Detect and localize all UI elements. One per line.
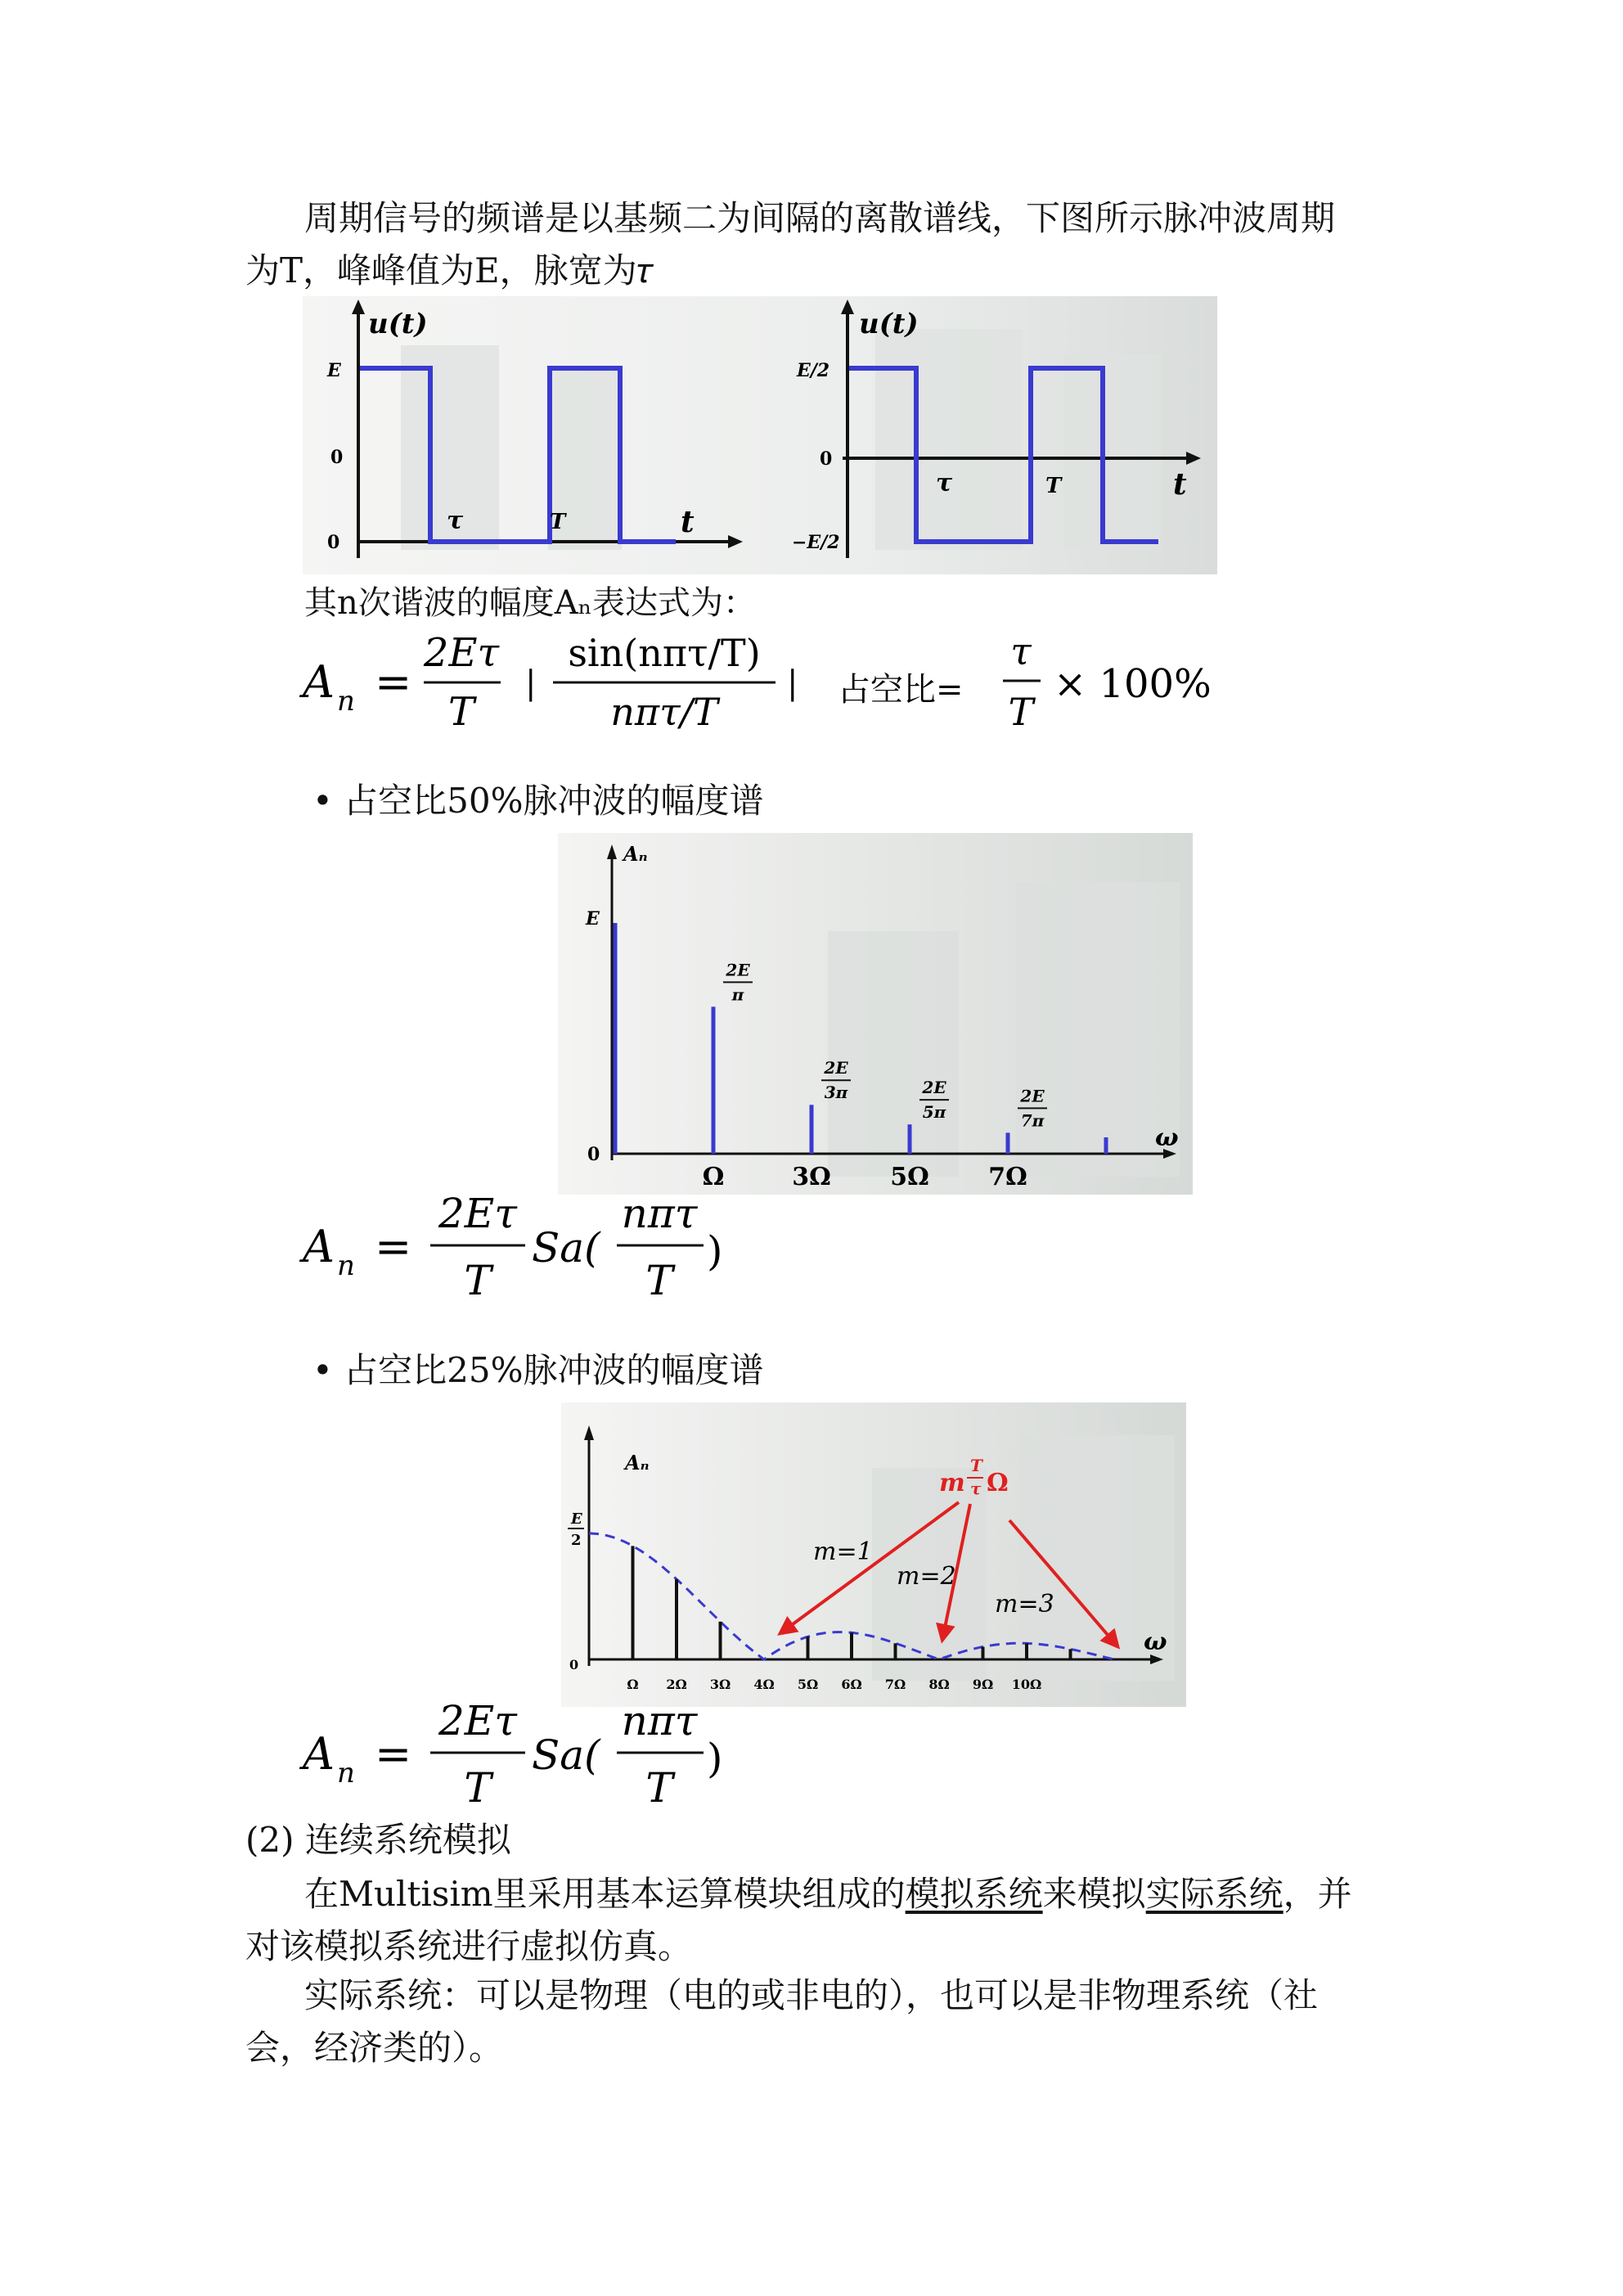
f3-den2: T xyxy=(645,1764,673,1812)
bullet-50-percent xyxy=(312,777,763,825)
formula-sa-2 xyxy=(299,1690,758,1818)
f1-num1: 2Eτ xyxy=(423,630,500,676)
f2-eq: = xyxy=(375,1221,412,1272)
annot-frac-den: τ xyxy=(970,1479,982,1498)
right-x-t: t xyxy=(1173,467,1187,502)
y-tick-0: 0 xyxy=(569,1657,579,1672)
left-y-E: E xyxy=(327,360,341,381)
f2-close: ) xyxy=(707,1227,723,1275)
f1-den1: T xyxy=(447,689,475,735)
duty-label: 占空比= xyxy=(838,671,964,709)
annot-m: m xyxy=(939,1469,965,1497)
p1-underline-actual-system: 实际系统 xyxy=(1145,1874,1284,1914)
data-label-den: 3π xyxy=(824,1083,848,1103)
p1-text-a: 在Multisim里采用基本运算模块组成的 xyxy=(304,1874,906,1914)
f1-den2: nπτ/T xyxy=(610,690,718,734)
f3-sa: Sa( xyxy=(532,1731,600,1779)
spectrum-25-chart xyxy=(561,1402,1186,1707)
x-tick-2Ω: 2Ω xyxy=(666,1677,687,1692)
left-y-0a: 0 xyxy=(330,447,344,468)
data-label-den: 7π xyxy=(1020,1110,1045,1131)
f2-den2: T xyxy=(645,1257,673,1304)
annot-frac-num: T xyxy=(970,1456,982,1475)
left-x-t: t xyxy=(681,505,695,539)
left-y-0b: 0 xyxy=(327,532,340,553)
p1-underline-simulated-system: 模拟系统 xyxy=(905,1874,1043,1914)
data-label-num: 2E xyxy=(1020,1086,1045,1106)
p1-text-b: 来模拟 xyxy=(1042,1874,1146,1914)
f3-eq: = xyxy=(375,1728,412,1780)
f2-sa: Sa( xyxy=(532,1224,600,1272)
data-label-num: 2E xyxy=(726,960,750,980)
right-ylabel: u(t) xyxy=(859,308,919,340)
data-label-num: 2E xyxy=(922,1078,946,1098)
section-heading: (2) 连续系统模拟 xyxy=(245,1820,511,1860)
right-y-0: 0 xyxy=(820,448,833,470)
data-label-num: 2E xyxy=(824,1058,848,1078)
pulse-waveform-figure xyxy=(303,296,1217,574)
section-p1-line1 xyxy=(304,1871,1352,1918)
y-tick-E: E xyxy=(586,908,600,930)
bullet-50-label: 占空比50%脉冲波的幅度谱 xyxy=(344,781,764,821)
left-x-T: T xyxy=(550,510,566,534)
section-p2-line1: 实际系统：可以是物理（电的或非电的），也可以是非物理系统（社 xyxy=(304,1975,1319,2015)
x-label: ω xyxy=(1144,1627,1167,1656)
x-tick-7Ω: 7Ω xyxy=(884,1677,906,1692)
duty-den: T xyxy=(1008,690,1034,734)
right-x-T: T xyxy=(1045,474,1062,498)
f3-num2: nπτ xyxy=(621,1697,698,1745)
right-x-tau: τ xyxy=(936,469,953,497)
lobe-label-m3: m=3 xyxy=(995,1590,1054,1618)
f1-eq: = xyxy=(375,656,412,708)
lobe-label-m1: m=1 xyxy=(813,1537,873,1566)
f2-lhs: A xyxy=(303,1221,335,1272)
data-label-den: 5π xyxy=(922,1102,946,1123)
intro-line-1: 周期信号的频谱是以基频二为间隔的离散谱线，下图所示脉冲波周期 xyxy=(304,198,1336,238)
x-tick-Ω: Ω xyxy=(627,1677,639,1692)
f3-den1: T xyxy=(464,1764,492,1812)
formula-sa-1 xyxy=(299,1183,758,1311)
f3-num1: 2Eτ xyxy=(438,1697,517,1745)
bullet-25-percent xyxy=(312,1347,763,1394)
f2-num2: nπτ xyxy=(621,1190,698,1237)
f3-close: ) xyxy=(707,1735,723,1782)
x-tick-5Ω: 5Ω xyxy=(797,1677,819,1692)
y-tick-E: E xyxy=(571,1510,582,1528)
section-p1-line2: 对该模拟系统进行虚拟仿真。 xyxy=(245,1926,693,1966)
f2-sub: n xyxy=(337,1249,355,1282)
f1-num2: sin(nπτ/T) xyxy=(568,631,761,675)
bullet-dot: • xyxy=(312,781,344,821)
x-tick-8Ω: 8Ω xyxy=(928,1677,950,1692)
f1-sub: n xyxy=(337,685,355,718)
f1-bar2: | xyxy=(787,664,798,702)
duty-rest: × 100% xyxy=(1054,661,1212,707)
x-label: ω xyxy=(1155,1123,1179,1152)
duty-num: τ xyxy=(1010,629,1032,673)
y-label: Aₙ xyxy=(623,842,648,866)
harmonic-intro: 其n次谐波的幅度Aₙ表达式为： xyxy=(304,584,756,622)
bullet-dot: • xyxy=(312,1350,344,1390)
p1-text-c: ，并 xyxy=(1283,1874,1352,1914)
annot-omega: Ω xyxy=(987,1469,1009,1497)
x-tick-3Ω: 3Ω xyxy=(709,1677,731,1692)
intro-line-2: 为T，峰峰值为E，脉宽为𝜏 xyxy=(245,250,654,290)
f3-lhs: A xyxy=(303,1728,335,1780)
f1-lhs: A xyxy=(303,656,335,708)
x-tick-10Ω: 10Ω xyxy=(1011,1677,1042,1692)
data-label-den: π xyxy=(731,984,744,1005)
f3-sub: n xyxy=(337,1757,355,1790)
y-tick-2: 2 xyxy=(571,1532,582,1549)
f2-num1: 2Eτ xyxy=(438,1190,517,1237)
left-ylabel: u(t) xyxy=(368,308,428,340)
x-tick-3Ω: 3Ω xyxy=(792,1163,831,1191)
right-y-mE2: −E/2 xyxy=(792,532,840,553)
y-label: Aₙ xyxy=(625,1451,650,1474)
spectrum-50-chart xyxy=(558,833,1193,1195)
x-tick-4Ω: 4Ω xyxy=(753,1677,775,1692)
x-tick-5Ω: 5Ω xyxy=(890,1163,929,1191)
x-tick-6Ω: 6Ω xyxy=(841,1677,862,1692)
section-p2-line2: 会，经济类的）。 xyxy=(245,2028,504,2068)
f1-bar: | xyxy=(525,664,537,702)
right-y-E2: E/2 xyxy=(797,360,830,381)
y-tick-0: 0 xyxy=(587,1144,600,1165)
lobe-label-m2: m=2 xyxy=(897,1562,956,1591)
bullet-25-label: 占空比25%脉冲波的幅度谱 xyxy=(344,1350,764,1390)
left-x-tau: τ xyxy=(447,506,464,535)
x-tick-7Ω: 7Ω xyxy=(988,1163,1027,1191)
formula-amplitude-sinc xyxy=(299,625,1224,740)
x-tick-Ω: Ω xyxy=(702,1163,725,1191)
f2-den1: T xyxy=(464,1257,492,1304)
x-tick-9Ω: 9Ω xyxy=(972,1677,994,1692)
